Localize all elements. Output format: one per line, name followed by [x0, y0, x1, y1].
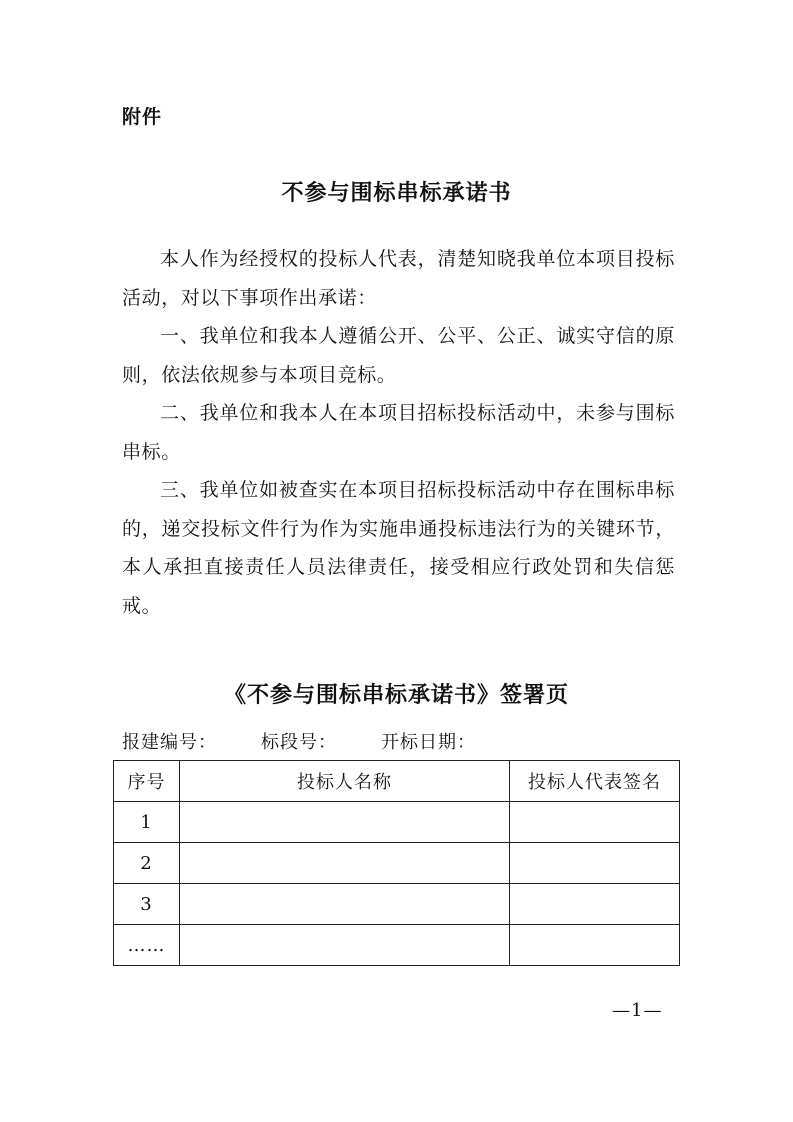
attachment-label: 附件: [122, 106, 163, 128]
signature-page-title: 《不参与围标串标承诺书》签署页: [223, 683, 569, 708]
column-header-bidder-name: 投标人名称: [180, 761, 510, 802]
row-index-cell: ……: [114, 925, 180, 966]
row-index-cell: 1: [114, 802, 180, 843]
signature-cell: [510, 925, 680, 966]
section-number-label: 标段号：: [261, 732, 337, 753]
row-index-cell: 3: [114, 884, 180, 925]
bidder-name-cell: [180, 884, 510, 925]
paragraph-item-3: 三、我单位如被查实在本项目招标投标活动中存在围标串标的，递交投标文件行为作为实施串通投标违法行为的关键环节，本人承担直接责任人员法律责任，接受相应行政处罚和失信惩戒。: [122, 479, 675, 617]
page-number: —1—: [612, 1000, 663, 1021]
bidder-name-cell: [180, 925, 510, 966]
paragraph-intro: 本人作为经授权的投标人代表，清楚知晓我单位本项目投标活动，对以下事项作出承诺：: [122, 248, 675, 309]
opening-date-label: 开标日期：: [381, 732, 476, 753]
commitment-body: [122, 240, 675, 625]
bidder-name-cell: [180, 843, 510, 884]
table-row: [114, 802, 680, 843]
signature-cell: [510, 884, 680, 925]
table-row: [114, 925, 680, 966]
paragraph-item-1: 一、我单位和我本人遵循公开、公平、公正、诚实守信的原则，依法依规参与本项目竞标。: [122, 325, 675, 386]
signature-meta-row: [122, 728, 476, 754]
bidder-name-cell: [180, 802, 510, 843]
row-index-cell: 2: [114, 843, 180, 884]
paragraph-item-2: 二、我单位和我本人在本项目招标投标活动中，未参与围标串标。: [122, 402, 675, 463]
signature-cell: [510, 843, 680, 884]
document-title: 不参与围标串标承诺书: [281, 181, 512, 206]
report-number-label: 报建编号：: [122, 732, 217, 753]
column-header-representative-signature: 投标人代表签名: [510, 761, 680, 802]
table-row: [114, 884, 680, 925]
signature-cell: [510, 802, 680, 843]
signature-table: [113, 760, 680, 966]
table-header-row: [114, 761, 680, 802]
table-row: [114, 843, 680, 884]
column-header-index: 序号: [114, 761, 180, 802]
